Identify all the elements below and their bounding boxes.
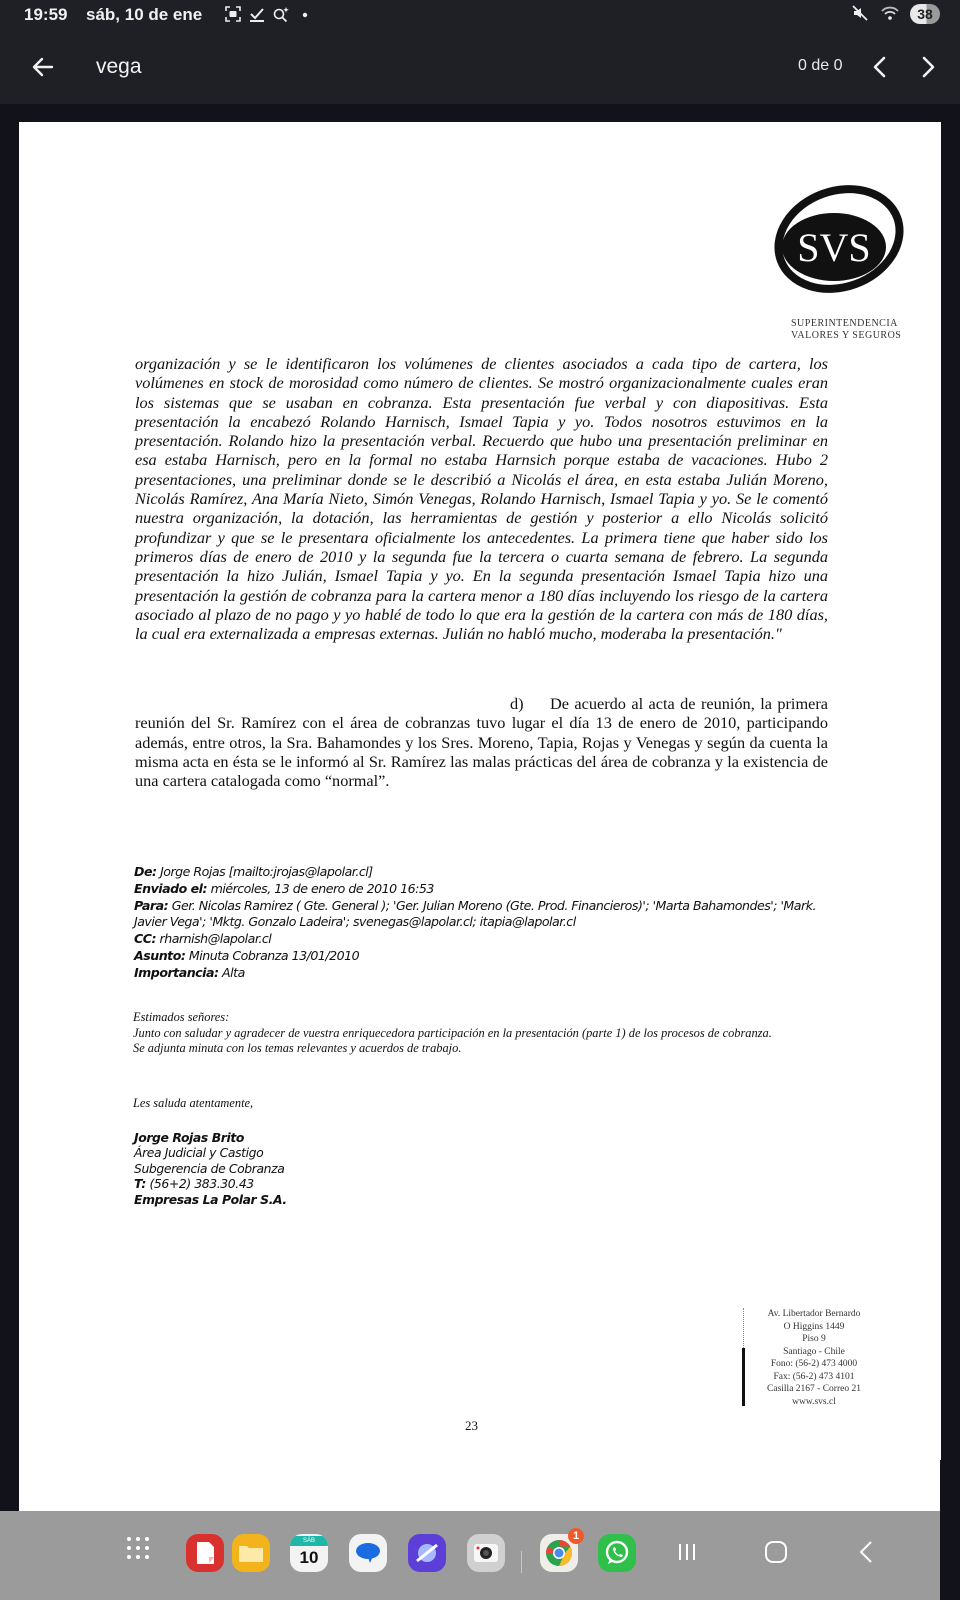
back-icon: [856, 1537, 876, 1567]
search-query-text[interactable]: vega: [96, 55, 142, 78]
email-closing: Les saluda atentamente,: [133, 1096, 254, 1110]
previous-match-button[interactable]: [866, 52, 894, 82]
wifi-icon: [880, 4, 900, 24]
email-importance: Importancia: Alta: [134, 964, 245, 980]
email-body-line: Se adjunta minuta con los temas relevantes y acuerdos de trabajo.: [133, 1041, 462, 1055]
screen-edge: [940, 1460, 960, 1600]
next-match-button[interactable]: [914, 52, 942, 82]
system-back-button[interactable]: [856, 1537, 876, 1567]
dot-icon: [296, 6, 314, 24]
battery-indicator: 38: [910, 4, 940, 24]
address-line: Fax: (56-2) 473 4101: [773, 1371, 855, 1382]
address-line: www.svs.cl: [792, 1396, 836, 1407]
email-cc: CC: rharnish@lapolar.cl: [134, 931, 272, 947]
app-drawer-button[interactable]: [127, 1537, 149, 1559]
notification-badge: 1: [568, 1528, 584, 1544]
status-bar: [0, 0, 960, 30]
files-app-icon[interactable]: [232, 1534, 270, 1572]
calendar-app-icon[interactable]: [290, 1534, 328, 1572]
address-line: Av. Libertador Bernardo: [767, 1309, 861, 1319]
signature-name: Jorge Rojas Brito: [134, 1130, 244, 1145]
chevron-right-icon: [914, 52, 942, 82]
search-toolbar: [0, 30, 960, 104]
logo-caption-line2: VALORES Y SEGUROS: [791, 330, 902, 341]
calendar-day-label: SÁB: [290, 1536, 328, 1546]
email-header: [134, 864, 834, 982]
email-signature: [134, 1130, 287, 1207]
address-line: Fono: (56-2) 473 4000: [770, 1359, 858, 1369]
chrome-app-icon[interactable]: [540, 1530, 580, 1572]
recent-apps-button[interactable]: [676, 1537, 698, 1567]
svs-logo: [759, 177, 909, 317]
home-icon: [764, 1537, 788, 1567]
address-line: Piso 9: [802, 1334, 826, 1344]
quote-paragraph: organización y se le identificaron los volúmenes de clientes asociados a cada tipo de cartera, los volúmenes en stock de morosidad como número de clientes. Se mostró organizacionalmente cuales eran los sistemas que se usaban en cobranza. Esta presentación fue verbal y con diapositivas. Esta presentación la encabezó Rolando Harnisch, Ismael Tapia y yo. Todos nosotros estuvimos en la presentación. Rolando hizo la presentación verbal. Recuerdo que hubo una presentación preliminar en esa estaba Harnisch, pero en la formal no estaba Harnsich porque estaba de vacaciones. Hubo 2 presentaciones, una preliminar donde se le describió a Nicolás el área, en esta estaba Julián Moreno, Nicolás Ramírez, Ana María Nieto, Simón Venegas, Rolando Harnisch, Ismael Tapia y yo. Se le comentó nuestra organización, la dotación, las herramientas de gestión y posterior a ello Nicolás solicitó profundizar y que se le presentara oficialmente los antecedentes. La primera tiene que haber sido los primeros días de enero de 2010 y la segunda fue la tercera o cuarta semana de febrero. La segunda presentación la hizo Julián, Ismael Tapia y yo. En la segunda presentación Ismael Tapia hizo una presentación la gestión de cobranza para la cartera menor a 180 días incluyendo los riesgo de la cartera asociado al plazo de no pago y yo hablé de todo lo que era la gestión de la cartera con más de 180 días, la cual era externalizada a empresas externas. Julián no habló mucho, moderaba la presentación.": [135, 354, 828, 644]
paragraph-marker: d): [510, 694, 524, 713]
signature-phone: T: (56+2) 383.30.43: [134, 1176, 254, 1192]
quoted-testimony: [135, 354, 828, 643]
signature-dept: Subgerencia de Cobranza: [134, 1160, 285, 1176]
camera-app-icon[interactable]: [467, 1534, 505, 1572]
email-body: [133, 1010, 833, 1057]
notes-app-icon[interactable]: [186, 1534, 224, 1572]
recents-icon: [676, 1537, 698, 1567]
signature-area: Área Judicial y Castigo: [134, 1145, 264, 1161]
document-viewer[interactable]: [0, 104, 960, 1540]
email-sent: Enviado el: miércoles, 13 de enero de 2010 16:53: [134, 880, 434, 896]
logo-caption-line1: SUPERINTENDENCIA: [791, 318, 898, 329]
mute-icon: [850, 4, 870, 24]
whatsapp-app-icon[interactable]: [598, 1534, 636, 1572]
address-divider: [743, 1308, 744, 1348]
back-button[interactable]: [26, 50, 60, 84]
dock-separator: [521, 1551, 522, 1573]
email-body-line: Junto con saludar y agradecer de vuestra enriquecedora participación en la presentación (parte 1) de los procesos de cobranza.: [133, 1025, 772, 1040]
email-greeting: Estimados señores:: [133, 1010, 230, 1024]
status-date: sáb, 10 de ene: [86, 5, 203, 24]
status-time: 19:59: [24, 5, 68, 24]
email-from: De: Jorge Rojas [mailto:jrojas@lapolar.cl]: [134, 864, 373, 879]
address-line: Casilla 2167 - Correo 21: [767, 1384, 861, 1394]
notification-icons: [224, 6, 314, 24]
logo-letters: SVS: [797, 225, 871, 270]
messages-app-icon[interactable]: [349, 1534, 387, 1572]
search-sparkle-icon: [272, 6, 290, 24]
svs-address: [749, 1308, 879, 1408]
email-to: Para: Ger. Nicolas Ramirez ( Gte. General ); 'Ger. Julian Moreno (Gte. Prod. Financieros)'; 'Marta Bahamondes'; 'Mark. Javier Vega'; 'Mktg. Gonzalo Ladeira'; svenegas@lapolar.cl; itapia@lapolar.cl: [134, 897, 816, 930]
calendar-day-number: 10: [299, 1548, 319, 1567]
address-line: O Higgins 1449: [783, 1321, 845, 1332]
screenshot-icon: [224, 6, 242, 24]
address-line: Santiago - Chile: [783, 1346, 845, 1357]
paragraph-d: [135, 694, 828, 790]
internet-app-icon[interactable]: [408, 1534, 446, 1572]
home-button[interactable]: [764, 1537, 788, 1567]
logo-caption: [791, 318, 931, 342]
download-done-icon: [248, 6, 266, 24]
signature-company: Empresas La Polar S.A.: [134, 1191, 287, 1207]
system-icons: [850, 4, 940, 24]
match-count: 0 de 0: [798, 57, 843, 74]
paragraph-d-text: De acuerdo al acta de reunión, la primera reunión del Sr. Ramírez con el área de cobranzas tuvo lugar el día 13 de enero de 2010, participando además, entre otros, la Sra. Bahamondes y los Sres. Moreno, Tapia, Rojas y Venegas y según da cuenta la misma acta en ésta se le informó al Sr. Ramírez las malas prácticas del área de cobranza y la existencia de una cartera catalogada como “normal”.: [135, 694, 828, 791]
arrow-left-icon: [26, 50, 60, 84]
address-divider-bold: [742, 1348, 745, 1406]
page-number: 23: [465, 1418, 478, 1433]
email-subject: Asunto: Minuta Cobranza 13/01/2010: [134, 947, 360, 963]
document-page: [19, 122, 941, 1552]
chevron-left-icon: [866, 52, 894, 82]
